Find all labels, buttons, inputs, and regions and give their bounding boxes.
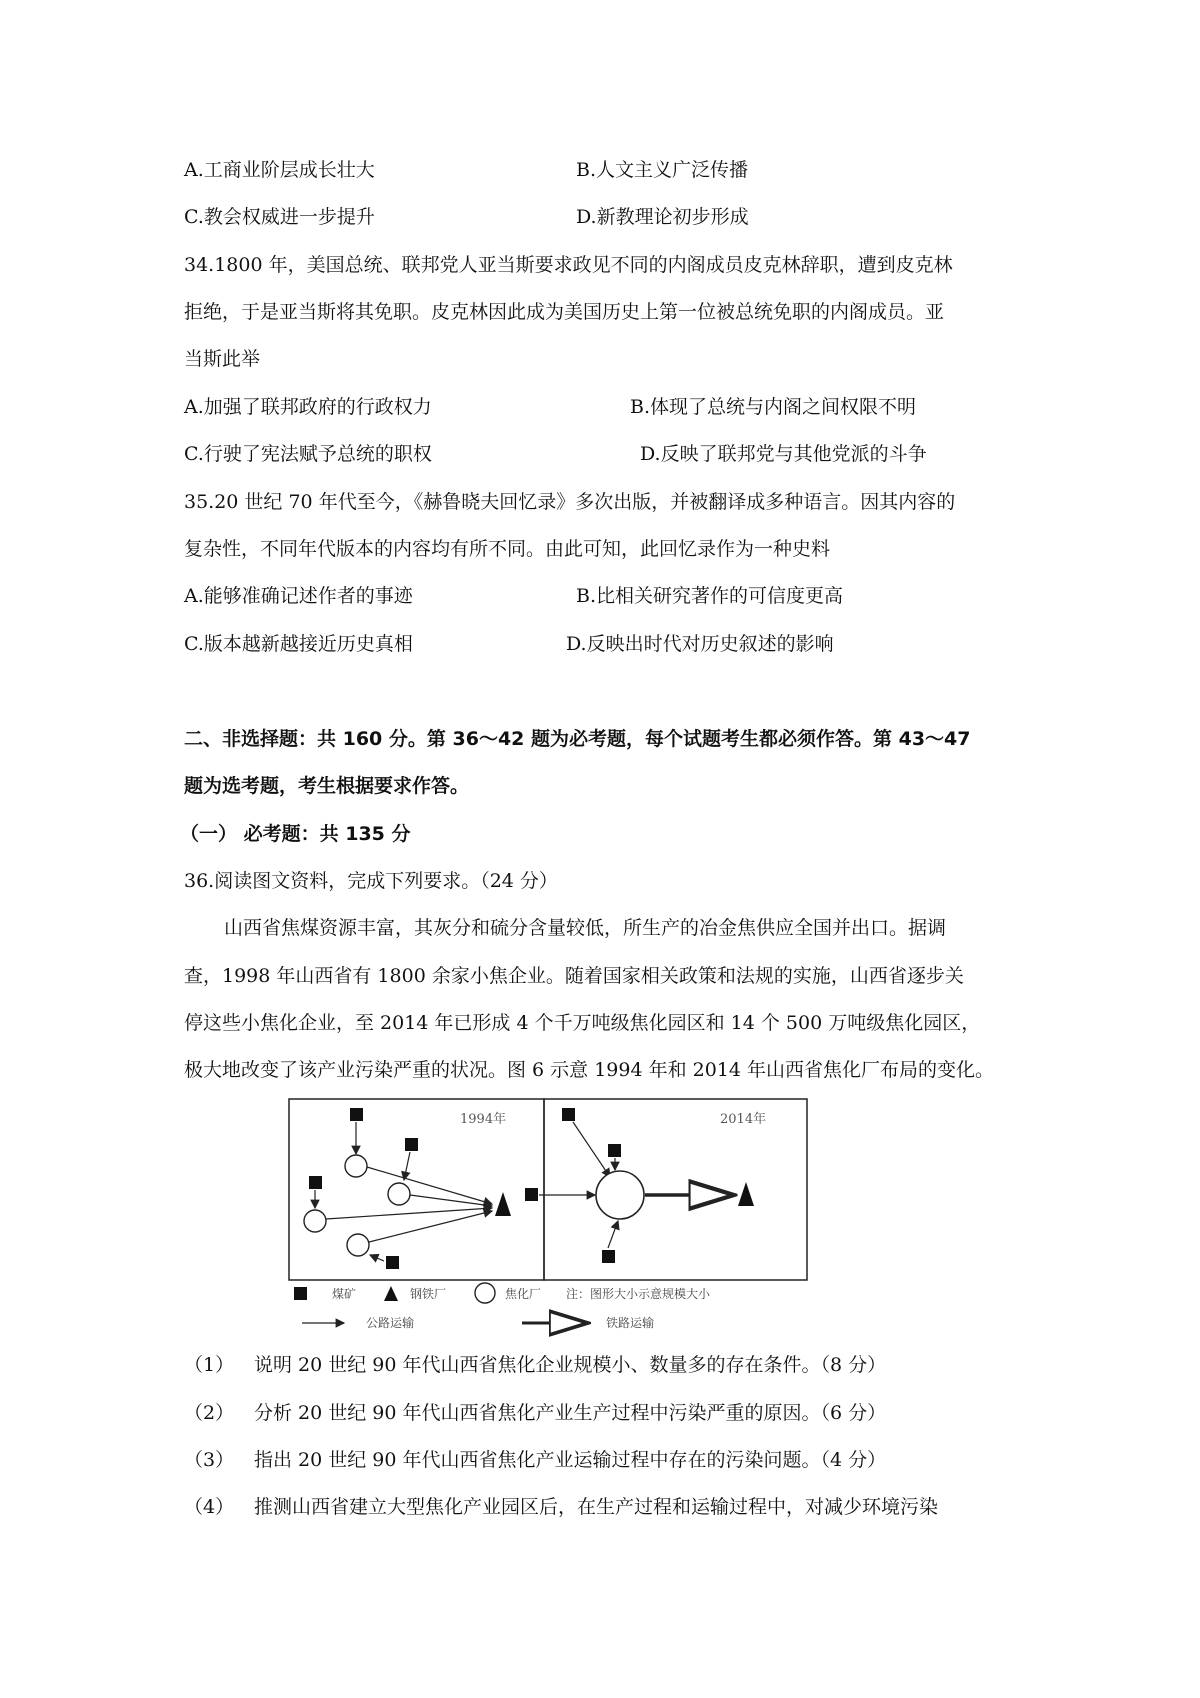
coal-mine-icon <box>562 1108 575 1121</box>
q34-option-d: D.反映了联邦党与其他党派的斗争 <box>640 443 927 465</box>
legend-coal-label: 煤矿 <box>332 1287 357 1301</box>
coking-plant-icon <box>345 1155 367 1177</box>
q34-stem-line: 拒绝，于是亚当斯将其免职。皮克林因此成为美国历史上第一位被总统免职的内阁成员。亚 <box>184 301 945 323</box>
q36-paragraph-line: 极大地改变了该产业污染严重的状况。图 6 示意 1994 年和 2014 年山西省焦化厂布局的变化。 <box>184 1059 995 1081</box>
q36-sub4-number: （4） <box>184 1496 235 1518</box>
steel-plant-icon <box>495 1192 511 1216</box>
legend-road-label: 公路运输 <box>366 1316 415 1330</box>
q35-option-d: D.反映出时代对历史叙述的影响 <box>566 633 834 655</box>
panel-2014-year: 2014年 <box>720 1112 767 1127</box>
coking-plant-icon <box>596 1171 644 1219</box>
coal-mine-icon <box>608 1144 621 1157</box>
q33-option-b: B.人文主义广泛传播 <box>576 159 749 181</box>
q36-sub3-text: 指出 20 世纪 90 年代山西省焦化产业运输过程中存在的污染问题。（4 分） <box>254 1449 887 1471</box>
q36-sub2-number: （2） <box>184 1402 235 1424</box>
panel-2014 <box>525 1108 754 1263</box>
coal-mine-icon <box>309 1176 322 1189</box>
steel-plant-icon <box>384 1286 398 1301</box>
coal-mine-icon <box>525 1188 538 1201</box>
q34-option-a: A.加强了联邦政府的行政权力 <box>184 396 432 418</box>
figure-6-coking-layout <box>288 1098 818 1341</box>
coal-mine-icon <box>386 1256 399 1269</box>
q33-option-d: D.新教理论初步形成 <box>576 206 749 228</box>
q35-stem-line: 复杂性，不同年代版本的内容均有所不同。由此可知，此回忆录作为一种史料 <box>184 538 831 560</box>
steel-plant-icon <box>738 1182 754 1206</box>
section2-subheading: （一） 必考题：共 135 分 <box>180 823 411 845</box>
q35-option-c: C.版本越新越接近历史真相 <box>184 633 413 655</box>
q36-sub2-text: 分析 20 世纪 90 年代山西省焦化产业生产过程中污染严重的原因。（6 分） <box>254 1402 887 1424</box>
q35-stem-line: 35.20 世纪 70 年代至今，《赫鲁晓夫回忆录》多次出版，并被翻译成多种语言。因其内容的 <box>184 491 956 513</box>
q34-stem-line: 当斯此举 <box>184 348 261 370</box>
section2-heading-line: 二、非选择题：共 160 分。第 36～42 题为必考题，每个试题考生都必须作答。第 43～47 <box>184 728 971 750</box>
q33-option-c: C.教会权威进一步提升 <box>184 206 375 228</box>
legend-note: 注：图形大小示意规模大小 <box>566 1287 711 1301</box>
q36-title: 36.阅读图文资料，完成下列要求。（24 分） <box>184 870 558 892</box>
q36-paragraph-line: 停这些小焦化企业，至 2014 年已形成 4 个千万吨级焦化园区和 14 个 500 万吨级焦化园区， <box>184 1012 981 1034</box>
legend-coking-label: 焦化厂 <box>505 1287 542 1301</box>
q36-sub3-number: （3） <box>184 1449 235 1471</box>
coal-mine-icon <box>602 1250 615 1263</box>
coking-plant-icon <box>304 1210 326 1232</box>
panel-2014-border <box>544 1099 807 1280</box>
coal-mine-icon <box>294 1287 307 1300</box>
q36-sub1-text: 说明 20 世纪 90 年代山西省焦化企业规模小、数量多的存在条件。（8 分） <box>254 1354 887 1376</box>
panel-1994 <box>304 1108 511 1269</box>
q36-paragraph-line: 查，1998 年山西省有 1800 余家小焦企业。随着国家相关政策和法规的实施，山西省逐步关 <box>184 965 964 987</box>
section2-heading-line: 题为选考题，考生根据要求作答。 <box>184 775 470 797</box>
figure-6-svg <box>288 1098 818 1341</box>
coal-mine-icon <box>350 1108 363 1121</box>
coking-plant-icon <box>347 1234 369 1256</box>
coal-mine-icon <box>405 1138 418 1151</box>
figure-legend <box>294 1283 711 1330</box>
q35-option-b: B.比相关研究著作的可信度更高 <box>576 585 844 607</box>
q36-sub4-text: 推测山西省建立大型焦化产业园区后，在生产过程和运输过程中，对减少环境污染 <box>254 1496 939 1518</box>
q34-stem-line: 34.1800 年，美国总统、联邦党人亚当斯要求政见不同的内阁成员皮克林辞职，遭到皮克林 <box>184 254 953 276</box>
coking-plant-icon <box>475 1283 495 1303</box>
coking-plant-icon <box>388 1183 410 1205</box>
panel-1994-year: 1994年 <box>460 1112 507 1127</box>
q36-sub1-number: （1） <box>184 1354 235 1376</box>
legend-steel-label: 钢铁厂 <box>410 1287 447 1301</box>
q34-option-b: B.体现了总统与内阁之间权限不明 <box>630 396 917 418</box>
q36-paragraph-line: 山西省焦煤资源丰富，其灰分和硫分含量较低，所生产的冶金焦供应全国并出口。据调 <box>224 917 947 939</box>
q35-option-a: A.能够准确记述作者的事迹 <box>184 585 413 607</box>
legend-rail-label: 铁路运输 <box>606 1316 655 1330</box>
q33-option-a: A.工商业阶层成长壮大 <box>184 159 375 181</box>
q34-option-c: C.行驶了宪法赋予总统的职权 <box>184 443 432 465</box>
